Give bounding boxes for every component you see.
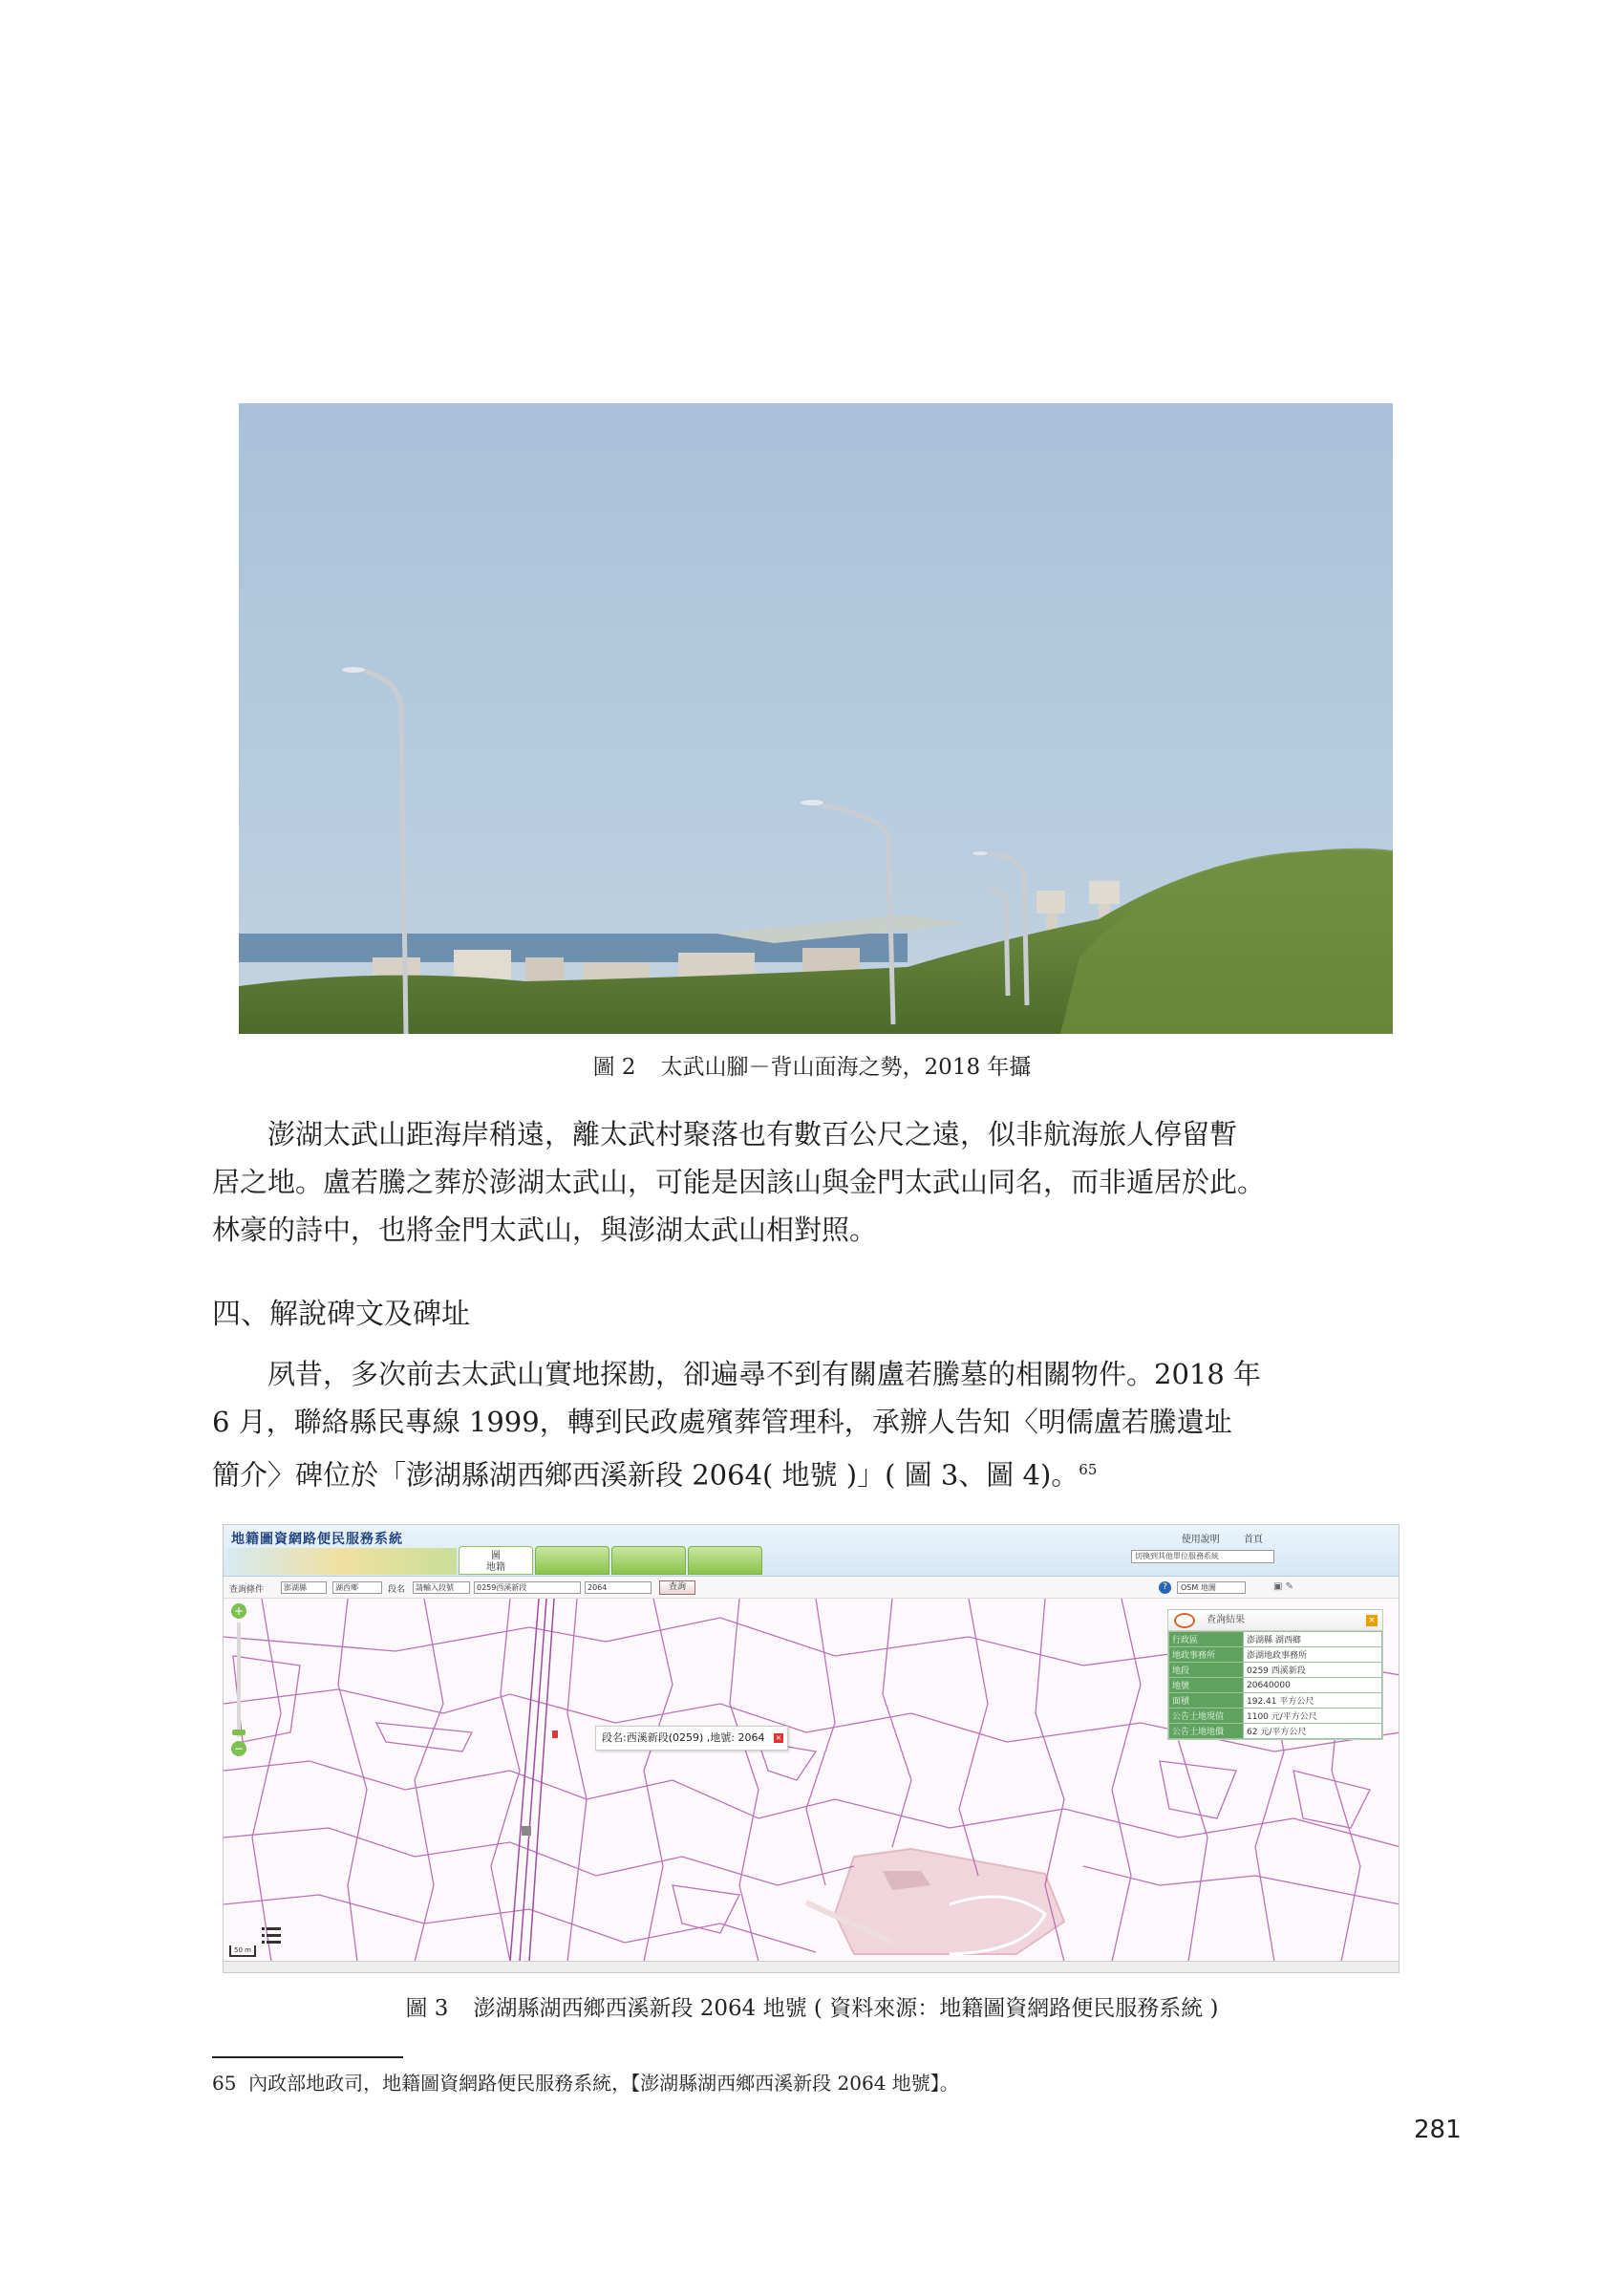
row-key: 行政區 bbox=[1169, 1632, 1244, 1647]
page-number: 281 bbox=[1414, 2116, 1462, 2144]
figure-3-label: 圖 3 bbox=[405, 1996, 449, 2021]
footnote bbox=[212, 2068, 959, 2095]
table-row bbox=[1169, 1724, 1382, 1739]
horizontal-scrollbar[interactable] bbox=[224, 1961, 1399, 1972]
row-value: 澎湖地政事務所 bbox=[1244, 1647, 1382, 1663]
figure-3-map-screenshot bbox=[223, 1524, 1400, 1973]
footnote-divider bbox=[212, 2056, 403, 2058]
system-switch-select[interactable]: 切換到其他單位服務系統 bbox=[1131, 1550, 1274, 1563]
township-select[interactable]: 湖西鄉 bbox=[332, 1581, 382, 1594]
popup-close-icon[interactable]: × bbox=[775, 1733, 782, 1742]
query-condition-label: 查詢條件 bbox=[229, 1585, 265, 1595]
paragraph-2 bbox=[212, 1350, 1412, 1499]
table-row bbox=[1169, 1678, 1382, 1693]
map-system-title: 地籍圖資網路便民服務系統 bbox=[231, 1532, 403, 1547]
paragraph-1-line: 居之地。盧若騰之葬於澎湖太武山，可能是因該山與金門太武山同名，而非遁居於此。 bbox=[212, 1166, 1266, 1198]
paragraph-2-line-text: 簡介〉碑位於「澎湖縣湖西鄉西溪新段 2064( 地號 )」( 圖 3、圖 4)。 bbox=[212, 1458, 1079, 1492]
row-value: 192.41 平方公尺 bbox=[1244, 1693, 1382, 1708]
section-select[interactable]: 0259西溪新段 bbox=[474, 1581, 581, 1594]
zoom-in-button[interactable]: + bbox=[231, 1603, 246, 1619]
row-key: 地段 bbox=[1169, 1663, 1244, 1678]
footnote-ref[interactable]: 65 bbox=[1079, 1461, 1098, 1478]
tab-2[interactable] bbox=[535, 1546, 609, 1575]
close-icon[interactable]: × bbox=[1366, 1615, 1378, 1626]
basemap-select[interactable]: OSM 地圖 bbox=[1177, 1581, 1246, 1594]
row-value: 澎湖縣 湖西鄉 bbox=[1244, 1632, 1382, 1647]
help-icon[interactable]: ? bbox=[1159, 1581, 1171, 1594]
scale-bar: 50 m bbox=[229, 1945, 256, 1957]
row-key: 地號 bbox=[1169, 1678, 1244, 1693]
figure-3-caption-text: 澎湖縣湖西鄉西溪新段 2064 地號 ( 資料來源：地籍圖資網路便民服務系統 ) bbox=[473, 1996, 1219, 2021]
table-row bbox=[1169, 1663, 1382, 1678]
tab-3[interactable] bbox=[611, 1546, 686, 1575]
figure-2-photo bbox=[239, 403, 1393, 1034]
home-link[interactable]: 首頁 bbox=[1244, 1535, 1263, 1545]
row-value: 1100 元/平方公尺 bbox=[1244, 1708, 1382, 1724]
figure-2-label: 圖 2 bbox=[592, 1055, 636, 1080]
zoom-out-button[interactable]: − bbox=[231, 1741, 246, 1756]
parcel-popup-text: 段名:西溪新段(0259) ,地號: 2064 bbox=[602, 1731, 765, 1744]
print-icon[interactable]: ▣ ✎ bbox=[1272, 1581, 1293, 1592]
footnote-text: 內政部地政司，地籍圖資網路便民服務系統，【澎湖縣湖西鄉西溪新段 2064 地號】。 bbox=[248, 2072, 959, 2095]
figure-2-caption-text: 太武山腳－背山面海之勢，2018 年攝 bbox=[660, 1055, 1032, 1080]
tab-cadastral-label: 地籍 bbox=[486, 1562, 505, 1573]
paragraph-1-line: 澎湖太武山距海岸稍遠，離太武村聚落也有數百公尺之遠，似非航海旅人停留暫 bbox=[267, 1118, 1238, 1150]
help-link[interactable]: 使用說明 bbox=[1181, 1535, 1220, 1545]
table-row bbox=[1169, 1708, 1382, 1724]
paragraph-2-line: 6 月，聯絡縣民專線 1999，轉到民政處殯葬管理科，承辦人告知〈明儒盧若騰遺址 bbox=[212, 1406, 1232, 1438]
paragraph-1-line: 林豪的詩中，也將金門太武山，與澎湖太武山相對照。 bbox=[212, 1214, 878, 1246]
section-number-input[interactable]: 請輸入段號 bbox=[413, 1581, 470, 1594]
row-value: 20640000 bbox=[1244, 1678, 1382, 1693]
row-key: 面積 bbox=[1169, 1693, 1244, 1708]
query-result-title: 查詢結果 bbox=[1207, 1615, 1245, 1625]
zoom-slider[interactable] bbox=[237, 1623, 241, 1737]
logo-icon bbox=[1174, 1613, 1195, 1628]
query-button[interactable]: 查詢 bbox=[659, 1580, 695, 1595]
figure-3-caption bbox=[0, 1990, 1624, 2022]
tab-cadastral-top: 圖 bbox=[491, 1551, 501, 1561]
row-value: 62 元/平方公尺 bbox=[1244, 1724, 1382, 1739]
layer-list-icon[interactable] bbox=[260, 1924, 283, 1947]
table-row bbox=[1169, 1647, 1382, 1663]
county-select[interactable]: 澎湖縣 bbox=[281, 1581, 327, 1594]
map-toolbar bbox=[224, 1578, 1399, 1599]
table-row bbox=[1169, 1632, 1382, 1647]
paragraph-1 bbox=[212, 1110, 1412, 1254]
paragraph-2-line: 夙昔，多次前去太武山實地探勘，卻遍尋不到有關盧若騰墓的相關物件。2018 年 bbox=[267, 1358, 1262, 1390]
row-key: 公告土地地價 bbox=[1169, 1724, 1244, 1739]
parcel-number-input[interactable]: 2064 bbox=[585, 1581, 652, 1594]
map-banner-image bbox=[227, 1548, 457, 1575]
tab-cadastral[interactable] bbox=[459, 1546, 533, 1575]
zoom-control bbox=[231, 1603, 248, 1760]
paragraph-2-line bbox=[212, 1446, 1412, 1499]
query-result-table bbox=[1168, 1631, 1382, 1739]
tab-4[interactable] bbox=[688, 1546, 762, 1575]
query-result-header bbox=[1168, 1610, 1382, 1631]
map-top-links bbox=[1182, 1531, 1284, 1545]
table-row bbox=[1169, 1693, 1382, 1708]
row-value: 0259 西溪新段 bbox=[1244, 1663, 1382, 1678]
row-key: 地政事務所 bbox=[1169, 1647, 1244, 1663]
map-header bbox=[224, 1525, 1399, 1577]
parcel-popup bbox=[595, 1726, 788, 1751]
row-key: 公告土地現值 bbox=[1169, 1708, 1244, 1724]
section-label: 段名 bbox=[388, 1585, 406, 1595]
footnote-number: 65 bbox=[212, 2072, 237, 2095]
section-heading: 四、解說碑文及碑址 bbox=[212, 1298, 470, 1331]
query-result-panel bbox=[1167, 1609, 1383, 1740]
zoom-slider-handle[interactable] bbox=[232, 1730, 246, 1735]
figure-2-caption bbox=[0, 1049, 1624, 1081]
